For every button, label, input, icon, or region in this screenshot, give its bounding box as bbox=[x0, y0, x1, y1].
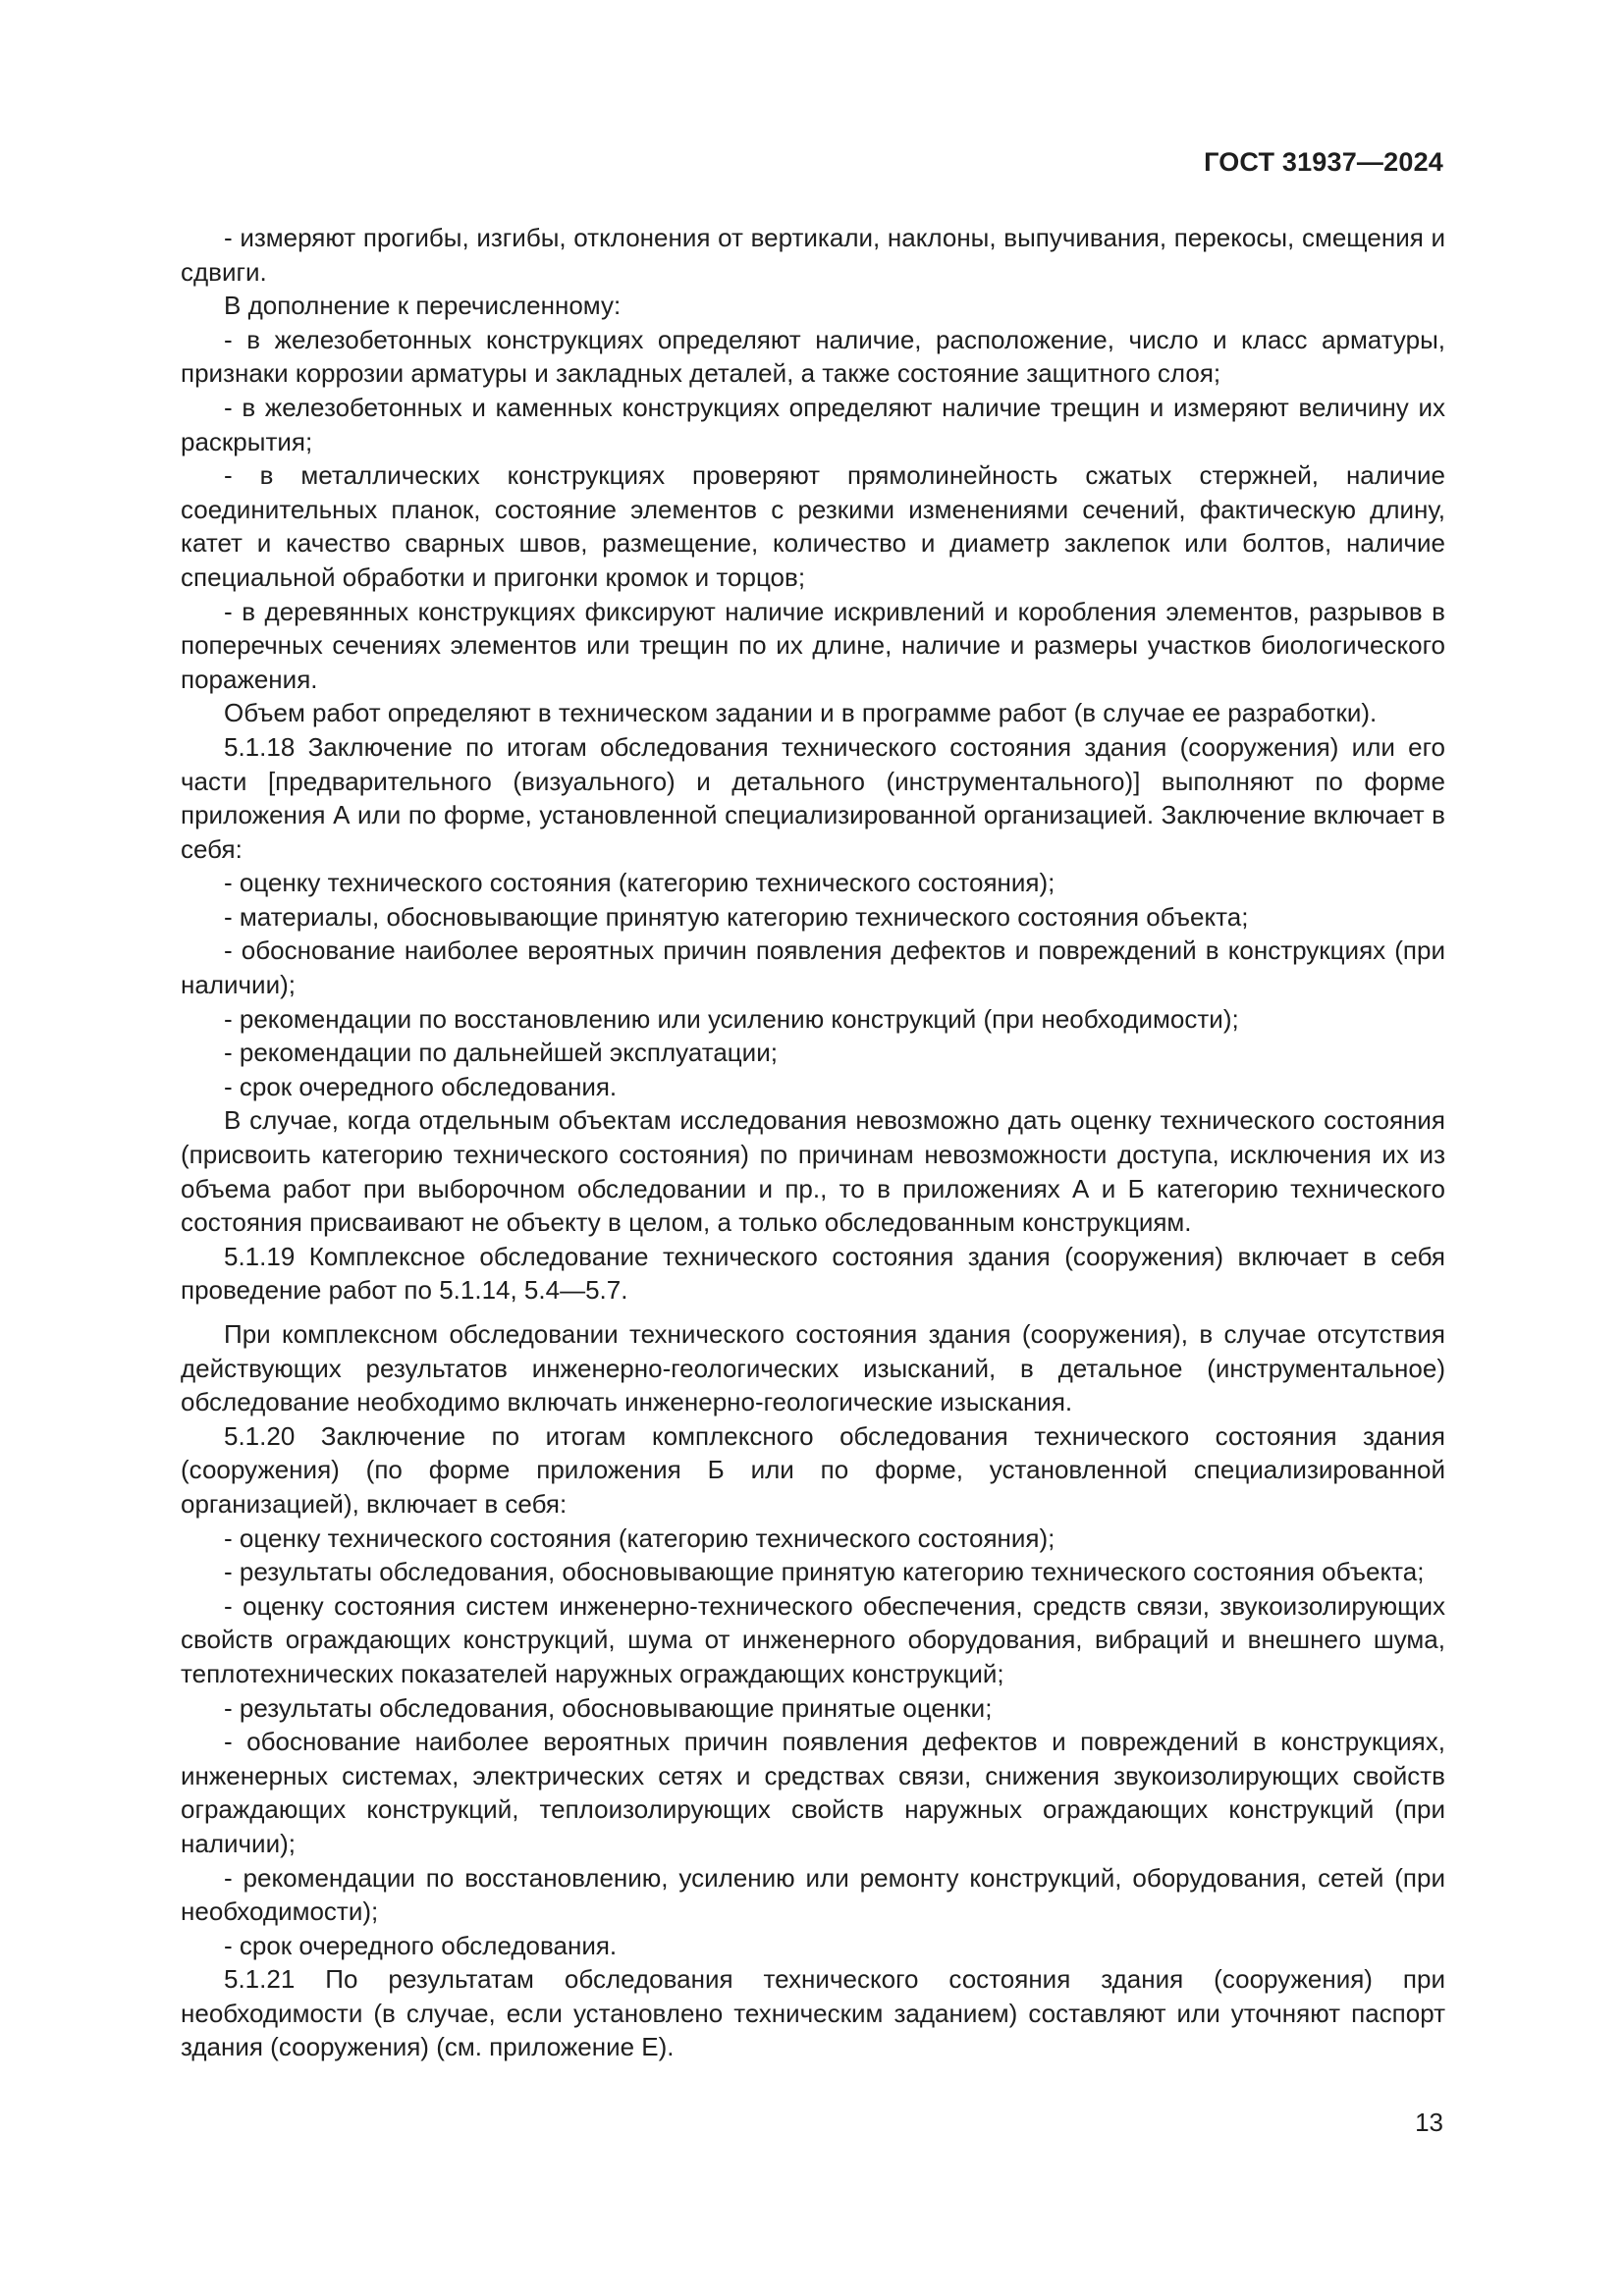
document-body bbox=[181, 221, 1445, 2064]
paragraph-clause-5-1-21: 5.1.21 По результатам обследования технического состояния здания (сооружения) при необходимости (в случае, если установлено техническим заданием) составляют или уточняют паспорт здания (сооружения) (см. приложение Е). bbox=[181, 1964, 1445, 2062]
paragraph-15: В случае, когда отдельным объектам исследования невозможно дать оценку технического состояния (присвоить категорию технического состояния) по причинам невозможности доступа, исключения их из объема работ при выборочном обследовании и пр., то в приложениях А и Б категорию технического состояния присваивают не объекту в целом, а только обследованным конструкциям. bbox=[181, 1105, 1445, 1238]
paragraph-7: Объем работ определяют в техническом задании и в программе работ (в случае ее разработки). bbox=[224, 698, 1378, 728]
paragraph-1: - измеряют прогибы, изгибы, отклонения от вертикали, наклоны, выпучивания, перекосы, смещения и сдвиги. bbox=[181, 223, 1445, 287]
paragraph-6: - в деревянных конструкциях фиксируют наличие искривлений и коробления элементов, разрывов в поперечных сечениях элементов или трещин по их длине, наличие и размеры участков биологического поражения. bbox=[181, 596, 1445, 694]
page-number: 13 bbox=[1415, 2108, 1443, 2137]
paragraph-9: - оценку технического состояния (категорию технического состояния); bbox=[224, 868, 1056, 898]
document-header-title: ГОСТ 31937—2024 bbox=[1204, 147, 1443, 177]
paragraph-2: В дополнение к перечисленному: bbox=[224, 291, 622, 321]
paragraph-10: - материалы, обосновывающие принятую категорию технического состояния объекта; bbox=[224, 901, 1249, 932]
paragraph-5: - в металлических конструкциях проверяют прямолинейность сжатых стержней, наличие соединительных планок, состояние элементов с резкими изменениями сечений, фактическую длину, катет и качество сварных швов, размещение, количество и диаметр заклепок или болтов, наличие специальной обработки и пригонки кромок и торцов; bbox=[181, 460, 1445, 592]
paragraph-clause-5-1-19: 5.1.19 Комплексное обследование технического состояния здания (сооружения) включает в себя проведение работ по 5.1.14, 5.4—5.7. bbox=[181, 1241, 1445, 1306]
paragraph-24: - рекомендации по восстановлению, усилению или ремонту конструкций, оборудования, сетей (при необходимости); bbox=[181, 1862, 1445, 1927]
paragraph-11: - обоснование наиболее вероятных причин появления дефектов и повреждений в конструкциях (при наличии); bbox=[181, 935, 1445, 1000]
paragraph-21: - оценку состояния систем инженерно-технического обеспечения, средств связи, звукоизолирующих свойств ограждающих конструкций, шума от инженерного оборудования, вибраций и внешнего шума, теплотехнических показателей наружных ограждающих конструкций; bbox=[181, 1590, 1445, 1688]
paragraph-20: - результаты обследования, обосновывающие принятую категорию технического состояния объекта; bbox=[224, 1557, 1425, 1587]
paragraph-12: - рекомендации по восстановлению или усилению конструкций (при необходимости); bbox=[224, 1003, 1239, 1034]
paragraph-4: - в железобетонных и каменных конструкциях определяют наличие трещин и измеряют величину их раскрытия; bbox=[181, 392, 1445, 456]
paragraph-clause-5-1-18: 5.1.18 Заключение по итогам обследования технического состояния здания (сооружения) или его части [предварительного (визуального) и детального (инструментального)] выполняют по форме приложения А или по форме, установленной специализированной организацией. Заключение включает в себя: bbox=[181, 731, 1445, 864]
paragraph-22: - результаты обследования, обосновывающие принятые оценки; bbox=[224, 1692, 993, 1723]
paragraph-clause-5-1-20: 5.1.20 Заключение по итогам комплексного обследования технического состояния здания (сооружения) (по форме приложения Б или по форме, установленной специализированной организацией), включает в себя: bbox=[181, 1420, 1445, 1519]
paragraph-25: - срок очередного обследования. bbox=[224, 1930, 618, 1960]
paragraph-14: - срок очередного обследования. bbox=[224, 1071, 618, 1101]
paragraph-17: При комплексном обследовании технического состояния здания (сооружения), в случае отсутствия действующих результатов инженерно-геологических изысканий, в детальное (инструментальное) обследование необходимо включать инженерно-геологические изыскания. bbox=[181, 1319, 1445, 1417]
paragraph-3: - в железобетонных конструкциях определяют наличие, расположение, число и класс арматуры, признаки коррозии арматуры и закладных деталей, а также состояние защитного слоя; bbox=[181, 324, 1445, 389]
paragraph-19: - оценку технического состояния (категорию технического состояния); bbox=[224, 1522, 1056, 1553]
paragraph-23: - обоснование наиболее вероятных причин появления дефектов и повреждений в конструкциях, инженерных системах, электрических сетях и средствах связи, снижения звукоизолирующих свойств ограждающих конструкций, теплоизолирующих свойств наружных ограждающих конструкций (при наличии); bbox=[181, 1727, 1445, 1858]
paragraph-13: - рекомендации по дальнейшей эксплуатации; bbox=[224, 1038, 778, 1068]
